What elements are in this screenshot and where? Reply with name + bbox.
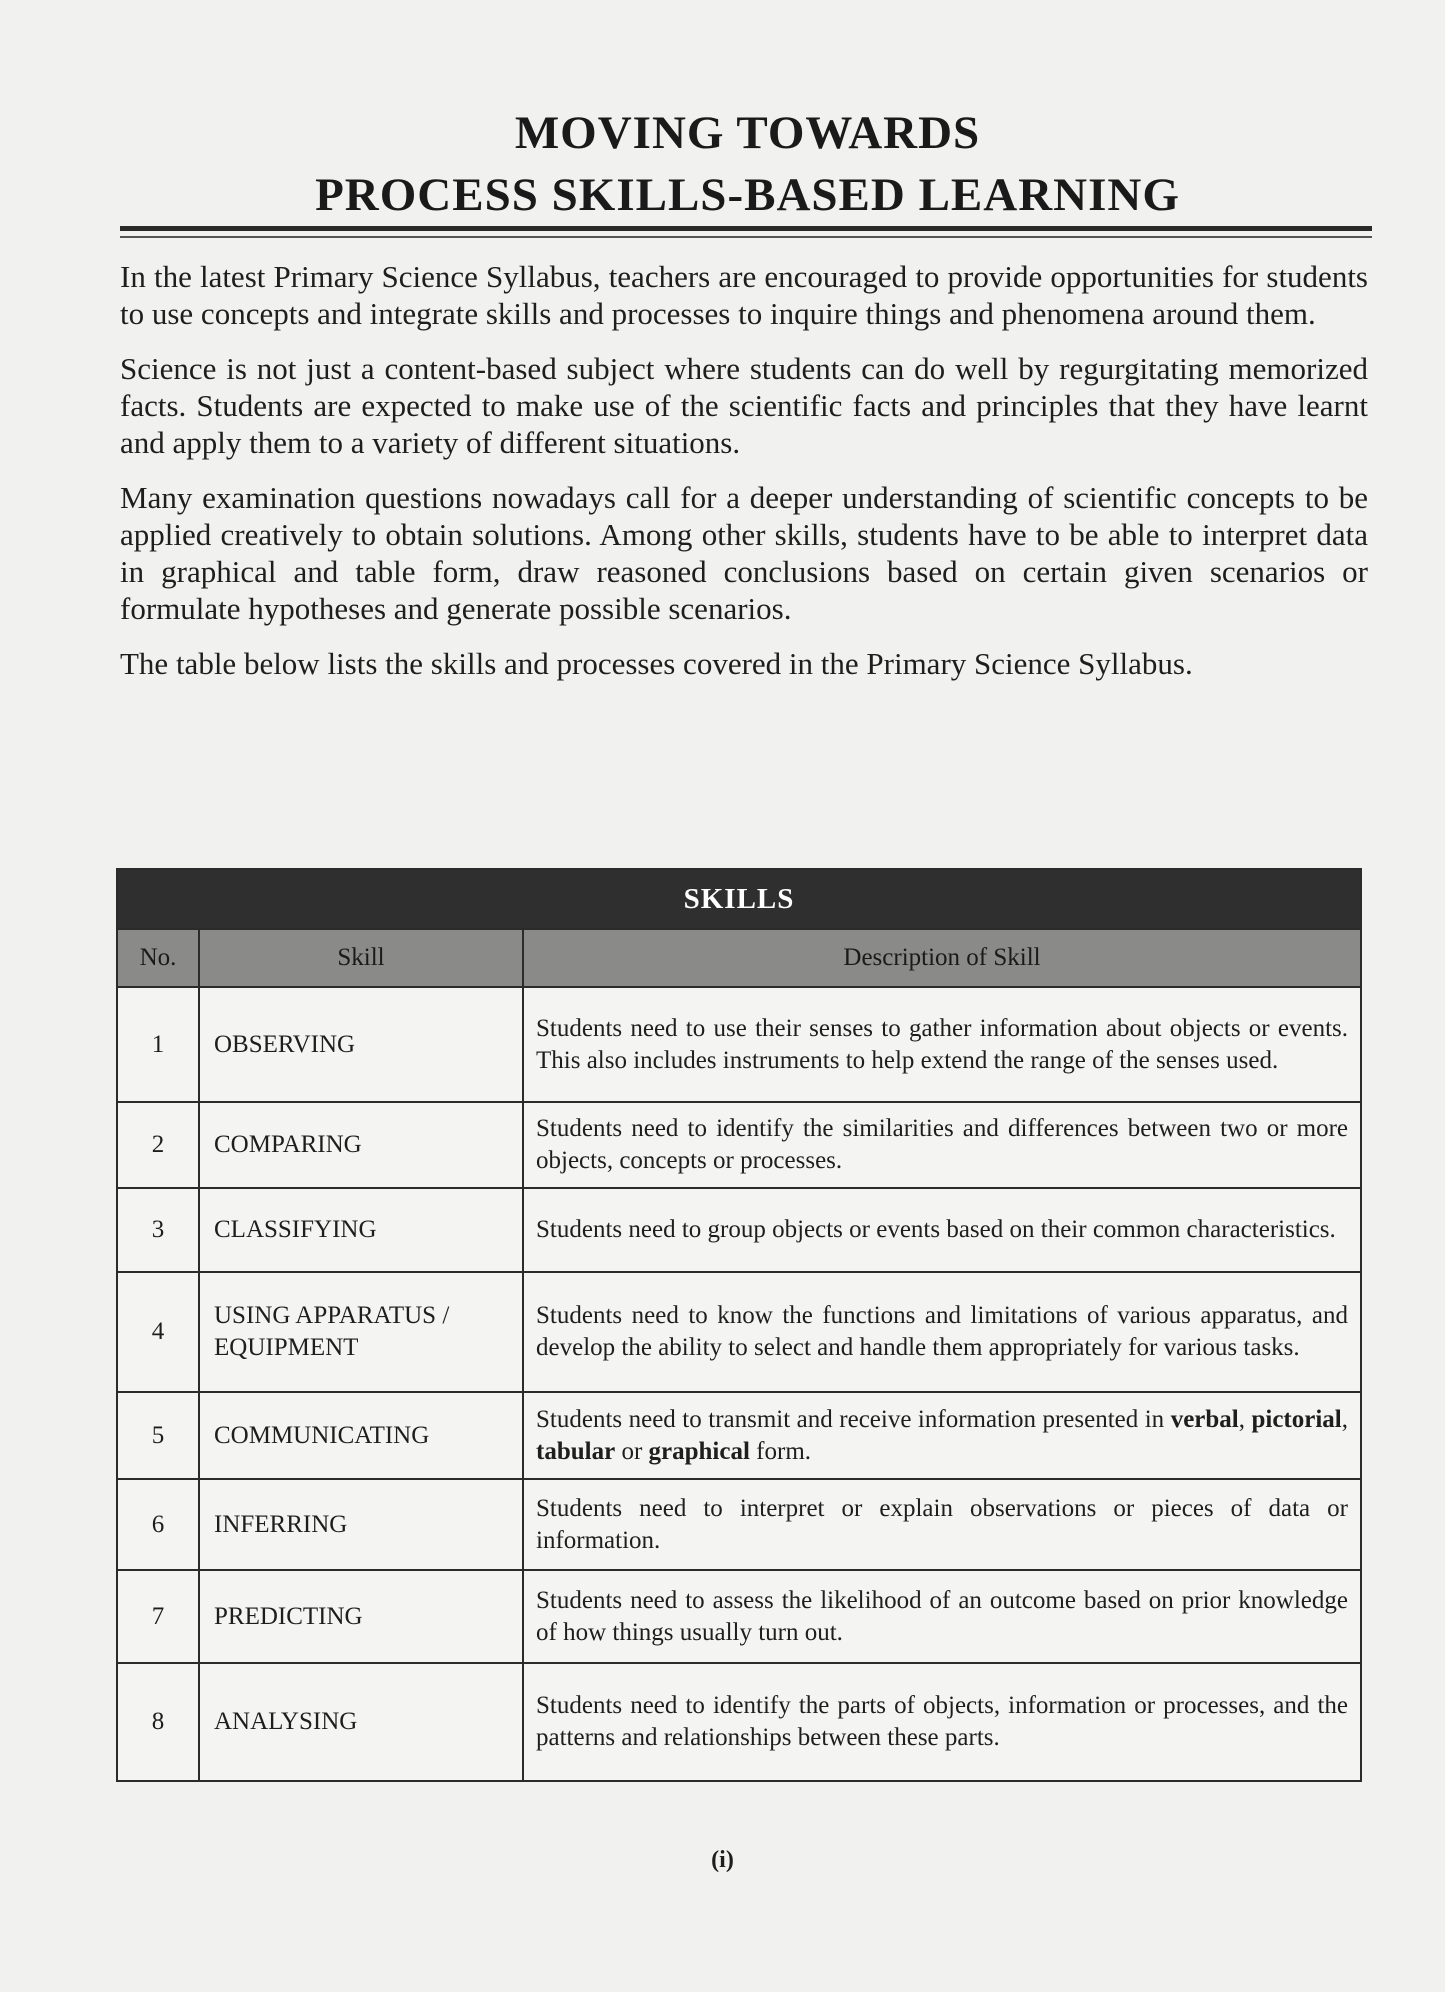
row-description: Students need to group objects or events based on their common characteristics. (523, 1188, 1361, 1272)
row-skill: COMPARING (199, 1102, 523, 1188)
header-skill: Skill (199, 929, 523, 987)
row-no: 6 (117, 1479, 199, 1570)
row-skill: PREDICTING (199, 1570, 523, 1663)
table-row (117, 1272, 1361, 1392)
row-no: 2 (117, 1102, 199, 1188)
row-description (523, 1392, 1361, 1479)
paragraph: Science is not just a content-based subject where students can do well by regurgitating memorized facts. Students are expected to make use of the scientific facts and principles that they have learnt and apply them to a variety of different situations. (120, 351, 1368, 460)
page-number: (i) (711, 1847, 734, 1873)
header-no: No. (117, 929, 199, 987)
paragraph: Many examination questions nowadays call for a deeper understanding of scientific concepts to be applied creatively to obtain solutions. Among other skills, students have to be able to interpret data in graphical and table form, draw reasoned conclusions based on certain given scenarios or formulate hypotheses and generate possible scenarios. (120, 480, 1368, 626)
table-row (117, 987, 1361, 1102)
row-skill: OBSERVING (199, 987, 523, 1102)
paragraph: The table below lists the skills and processes covered in the Primary Science Syllabus. (120, 646, 1193, 681)
desc-text: , (1238, 1405, 1252, 1433)
table-row (117, 1570, 1361, 1663)
desc-text: Students need to transmit and receive information presented in (536, 1405, 1171, 1433)
row-skill: ANALYSING (199, 1663, 523, 1781)
row-no: 5 (117, 1392, 199, 1479)
title-line-2: PROCESS SKILLS-BASED LEARNING (315, 169, 1180, 221)
row-no: 3 (117, 1188, 199, 1272)
desc-bold-verbal: verbal (1170, 1405, 1239, 1433)
row-description: Students need to assess the likelihood of an outcome based on prior knowledge of how things usually turn out. (523, 1570, 1361, 1663)
row-description: Students need to use their senses to gather information about objects or events. This also includes instruments to help extend the range of the senses used. (523, 987, 1361, 1102)
paragraph: In the latest Primary Science Syllabus, teachers are encouraged to provide opportunities for students to use concepts and integrate skills and processes to inquire things and phenomena around them. (120, 259, 1368, 331)
table-row (117, 1188, 1361, 1272)
row-no: 1 (117, 987, 199, 1102)
desc-text: or (615, 1437, 649, 1465)
row-description: Students need to identify the parts of objects, information or processes, and the patterns and relationships between these parts. (523, 1663, 1361, 1781)
desc-bold-pictorial: pictorial (1251, 1405, 1342, 1433)
table-header-row (117, 929, 1361, 987)
table-row (117, 1479, 1361, 1570)
title-line-1: MOVING TOWARDS (514, 107, 981, 159)
table-row (117, 1392, 1361, 1479)
desc-text: , (1341, 1405, 1348, 1433)
header-description: Description of Skill (523, 929, 1361, 987)
row-description: Students need to identify the similarities and differences between two or more objects, concepts or processes. (523, 1102, 1361, 1188)
row-skill: INFERRING (199, 1479, 523, 1570)
row-no: 8 (117, 1663, 199, 1781)
row-skill: USING APPARATUS / EQUIPMENT (199, 1272, 523, 1392)
title-divider-thin (120, 236, 1372, 238)
skills-table (116, 868, 1362, 1782)
title-divider (120, 226, 1372, 231)
row-description: Students need to know the functions and limitations of various apparatus, and develop the ability to select and handle them appropriately for various tasks. (523, 1272, 1361, 1392)
desc-bold-graphical: graphical (648, 1437, 750, 1465)
table-caption: SKILLS (117, 869, 1361, 929)
table-row (117, 1663, 1361, 1781)
row-description: Students need to interpret or explain observations or pieces of data or information. (523, 1479, 1361, 1570)
desc-bold-tabular: tabular (536, 1437, 616, 1465)
row-skill: CLASSIFYING (199, 1188, 523, 1272)
desc-text: form. (749, 1437, 812, 1465)
intro-text (120, 258, 1368, 700)
table-row (117, 1102, 1361, 1188)
table-caption-row (117, 869, 1361, 929)
page-title (120, 102, 1375, 226)
row-no: 7 (117, 1570, 199, 1663)
row-no: 4 (117, 1272, 199, 1392)
row-skill: COMMUNICATING (199, 1392, 523, 1479)
